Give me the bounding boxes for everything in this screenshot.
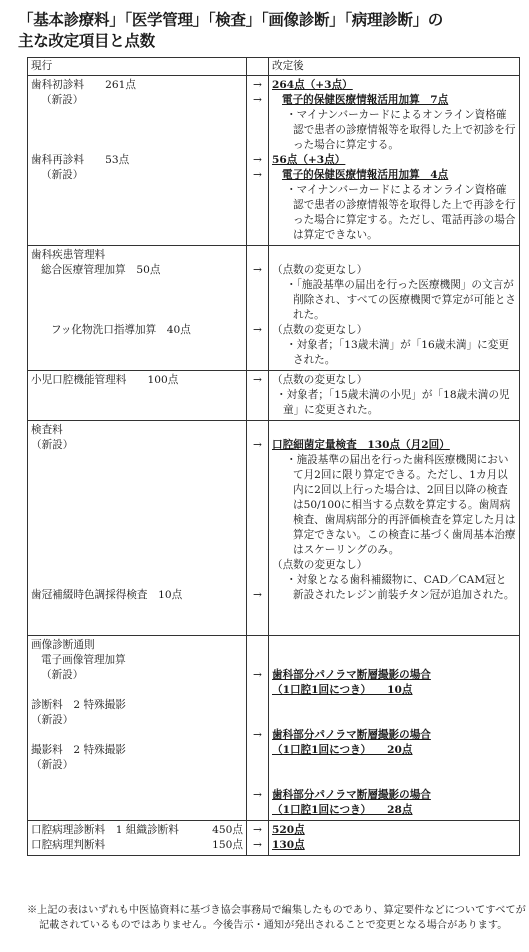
arrow-icon: → <box>253 729 262 741</box>
document-title <box>18 10 518 52</box>
current-text: 歯冠補綴時色調採得検査 10点 <box>31 589 183 601</box>
table-row <box>28 246 520 371</box>
revised-text: （点数の変更なし） <box>272 559 368 571</box>
current-text: 電子画像管理加算 <box>41 654 126 666</box>
arrow-icon: → <box>253 374 262 386</box>
arrow-cell <box>247 371 269 421</box>
current-text: （新設） <box>41 169 84 181</box>
revised-text: （1口腔1回につき） 28点 <box>272 804 413 816</box>
arrow-cell <box>247 246 269 371</box>
arrow-icon: → <box>253 839 262 851</box>
revised-text: 歯科部分パノラマ断層撮影の場合 <box>272 789 431 801</box>
current-text: 検査料 <box>31 424 63 436</box>
revised-text: ・マイナンバーカードによるオンライン資格確認で患者の診療情報等を取得した上で初診を行った場合に算定する。 <box>286 109 516 151</box>
current-cell <box>28 76 247 246</box>
current-item: 口腔病理診断料 1 組織診断料 <box>31 824 179 836</box>
current-cell <box>28 246 247 371</box>
current-text: 歯科疾患管理料 <box>31 249 106 261</box>
revised-text: （点数の変更なし） <box>272 324 368 336</box>
arrow-icon: → <box>253 154 262 166</box>
title-line-2: 主な改定項目と点数 <box>18 32 155 50</box>
table-row <box>28 821 520 856</box>
arrow-icon: → <box>253 589 262 601</box>
table-row <box>28 421 520 636</box>
current-cell <box>28 821 247 856</box>
current-cell <box>28 371 247 421</box>
revised-text: 130点 <box>272 839 305 851</box>
current-text: 総合医療管理加算 50点 <box>41 264 161 276</box>
revised-text: 電子的保健医療情報活用加算 4点 <box>282 169 449 181</box>
revised-cell <box>269 421 520 636</box>
current-item: 口腔病理判断料 <box>31 839 106 851</box>
arrow-cell <box>247 636 269 821</box>
current-cell <box>28 421 247 636</box>
header-current: 現行 <box>28 58 247 76</box>
current-text: （新設） <box>31 714 74 726</box>
arrow-cell <box>247 76 269 246</box>
current-points: 150点 <box>212 839 243 851</box>
revised-text: ・対象となる歯科補綴物に、CAD／CAM冠と新設されたレジン前装チタン冠が追加された。 <box>286 574 515 601</box>
revised-cell <box>269 246 520 371</box>
revised-text: 電子的保健医療情報活用加算 7点 <box>282 94 449 106</box>
current-points: 450点 <box>212 824 243 836</box>
arrow-icon: → <box>253 324 262 336</box>
current-text: フッ化物洗口指導加算 40点 <box>51 324 191 336</box>
revised-text: ・マイナンバーカードによるオンライン資格確認で患者の診療情報等を取得した上で再診を行った場合に算定する。ただし、電話再診の場合は算定できない。 <box>286 184 516 241</box>
revised-text: ・施設基準の届出を行った歯科医療機関において月2回に限り算定できる。ただし、1カ月以内に2回以上行った場合は、2回目以降の検査は50/100に相当する点数を算定する。歯周病検査、歯周病部分的再評価検査を算定した月は算定できない。この検査に基づく歯周基本治療はスケーリングのみ。 <box>286 454 516 556</box>
current-text: 撮影料 2 特殊撮影 <box>31 744 126 756</box>
header-arrow-col <box>247 58 269 76</box>
current-text <box>31 823 243 838</box>
revised-cell <box>269 636 520 821</box>
arrow-icon: → <box>253 94 262 106</box>
footnote: ※上記の表はいずれも中医協資料に基づき協会事務局で編集したものであり、算定要件などについてすべてが記載されているものではありません。今後告示・通知が発出されることで変更となる場合があります。 <box>27 905 526 931</box>
revised-text: ・対象者；「13歳未満」が「16歳未満」に変更された。 <box>286 339 509 366</box>
revised-text: 264点（+3点） <box>272 79 353 91</box>
revised-text: 520点 <box>272 824 305 836</box>
revised-cell <box>269 371 520 421</box>
title-line-1: 「基本診療料」「医学管理」「検査」「画像診断」「病理診断」の <box>18 11 444 29</box>
arrow-icon: → <box>253 789 262 801</box>
current-text <box>31 838 243 853</box>
table-row <box>28 371 520 421</box>
current-text: 歯科初診料 261点 <box>31 79 136 91</box>
revised-cell <box>269 821 520 856</box>
current-text: （新設） <box>31 439 74 451</box>
revised-text: （点数の変更なし） <box>272 374 368 386</box>
arrow-icon: → <box>253 824 262 836</box>
arrow-cell <box>247 421 269 636</box>
revised-text: （1口腔1回につき） 10点 <box>272 684 413 696</box>
revised-text: 口腔細菌定量検査 130点（月2回） <box>272 439 450 451</box>
table-row <box>28 636 520 821</box>
current-cell <box>28 636 247 821</box>
revised-text: ・対象者；「15歳未満の小児」が「18歳未満の児童」に変更された。 <box>276 389 510 416</box>
current-text: 診断料 2 特殊撮影 <box>31 699 126 711</box>
revised-text: 56点（+3点） <box>272 154 346 166</box>
arrow-icon: → <box>253 669 262 681</box>
revised-cell <box>269 76 520 246</box>
arrow-cell <box>247 821 269 856</box>
revised-text: （1口腔1回につき） 20点 <box>272 744 413 756</box>
arrow-icon: → <box>253 79 262 91</box>
revised-text: ・「施設基準の届出を行った医療機関」の文言が削除され、すべての医療機関で算定が可能とされた。 <box>286 279 516 321</box>
current-text: 小児口腔機能管理料 100点 <box>31 374 179 386</box>
arrow-icon: → <box>253 169 262 181</box>
revised-text: 歯科部分パノラマ断層撮影の場合 <box>272 669 431 681</box>
table-row <box>28 76 520 246</box>
revised-text: 歯科部分パノラマ断層撮影の場合 <box>272 729 431 741</box>
header-revised: 改定後 <box>269 58 520 76</box>
arrow-icon: → <box>253 439 262 451</box>
current-text: （新設） <box>41 669 84 681</box>
current-text: （新設） <box>41 94 84 106</box>
revised-text: （点数の変更なし） <box>272 264 368 276</box>
current-text: 歯科再診料 53点 <box>31 154 130 166</box>
revision-table <box>27 57 520 856</box>
table-header-row <box>28 58 520 76</box>
current-text: 画像診断通則 <box>31 639 95 651</box>
arrow-icon: → <box>253 264 262 276</box>
current-text: （新設） <box>31 759 74 771</box>
